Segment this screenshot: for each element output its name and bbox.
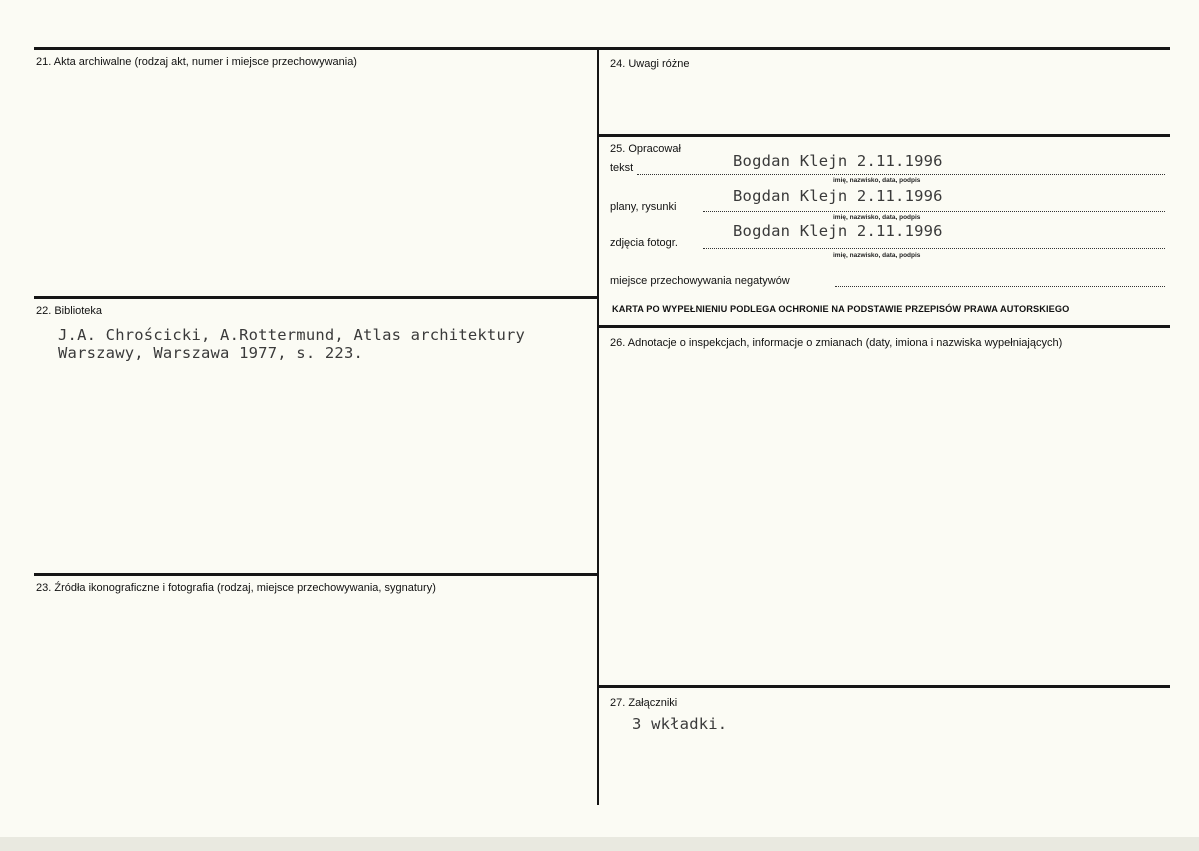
author-text-hint: imię, nazwisko, data, podpis [833,177,921,184]
section-24-label: 24. Uwagi różne [610,58,690,70]
copyright-notice: KARTA PO WYPEŁNIENIU PODLEGA OCHRONIE NA PODSTAWIE PRZEPISÓW PRAWA AUTORSKIEGO [612,304,1070,314]
top-rule [34,47,1170,50]
section-23-label: 23. Źródła ikonograficzne i fotografia (rodzaj, miejsce przechowywania, sygnatury) [36,582,436,594]
center-divider [597,47,599,805]
author-photos-label: zdjęcia fotogr. [610,237,678,249]
author-plans-hint: imię, nazwisko, data, podpis [833,214,921,221]
library-entry-line-1: J.A. Chrościcki, A.Rottermund, Atlas architektury [58,326,526,344]
rule-22-23 [34,573,598,576]
attachments-value: 3 wkładki. [632,715,728,733]
section-25-label: 25. Opracował [610,143,681,155]
section-27-label: 27. Załączniki [610,697,678,709]
section-21-label: 21. Akta archiwalne (rodzaj akt, numer i miejsce przechowywania) [36,56,357,68]
author-text-label: tekst [610,162,634,174]
author-text-line [637,174,1165,175]
author-plans-value: Bogdan Klejn 2.11.1996 [733,187,943,205]
author-plans-line [703,211,1165,212]
rule-26-27 [598,685,1170,688]
negatives-label: miejsce przechowywania negatywów [610,275,790,287]
rule-25-26 [598,325,1170,328]
library-entry-line-2: Warszawy, Warszawa 1977, s. 223. [58,344,364,362]
author-text-value: Bogdan Klejn 2.11.1996 [733,152,943,170]
author-photos-value: Bogdan Klejn 2.11.1996 [733,222,943,240]
section-26-label: 26. Adnotacje o inspekcjach, informacje o zmianach (daty, imiona i nazwiska wypełniających) [610,337,1063,349]
negatives-line [835,286,1165,287]
section-22-label: 22. Biblioteka [36,305,103,317]
author-plans-label: plany, rysunki [610,201,677,213]
rule-21-22 [34,296,598,299]
author-photos-line [703,248,1165,249]
author-photos-hint: imię, nazwisko, data, podpis [833,252,921,259]
scan-bottom-edge [0,837,1199,851]
rule-24-25 [598,134,1170,137]
